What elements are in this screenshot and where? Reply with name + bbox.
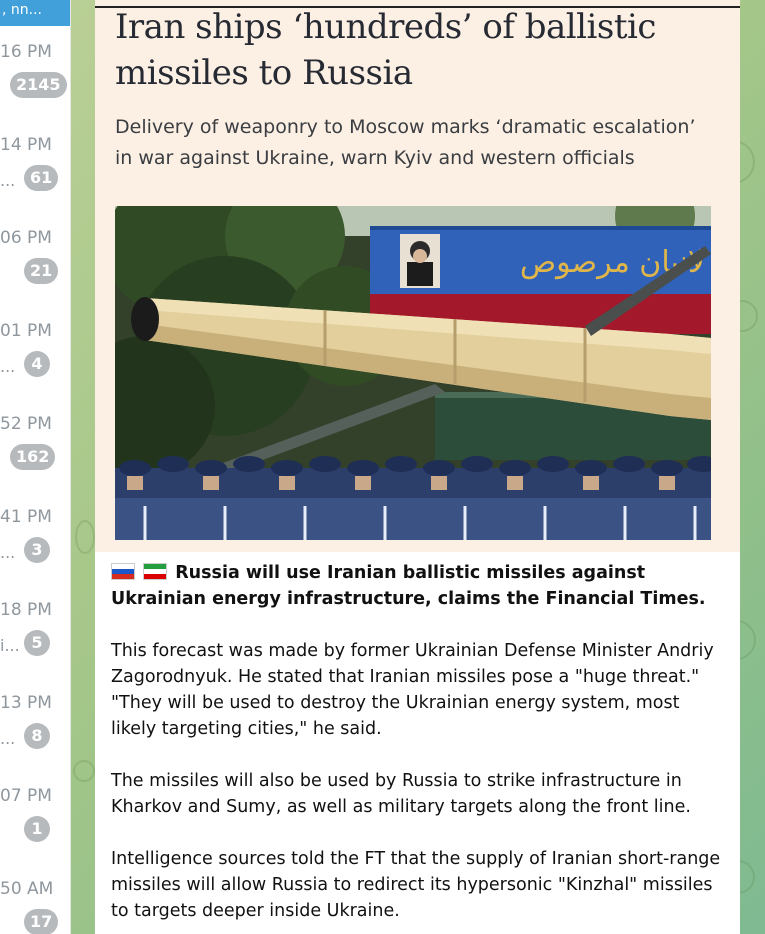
active-chat-preview: , nn... — [2, 2, 42, 18]
unread-count-badge: 3 — [24, 537, 50, 563]
chat-list-panel — [0, 0, 71, 934]
unread-count-badge: 21 — [24, 258, 58, 284]
unread-count-badge: 5 — [24, 630, 50, 656]
chat-time: 16 PM — [0, 42, 52, 62]
unread-count-badge: 61 — [24, 165, 58, 191]
chat-preview: ... — [0, 543, 16, 562]
unread-count-badge: 17 — [24, 909, 58, 934]
message-paragraph: Intelligence sources told the FT that the supply of Iranian short-range missiles will allow Russia to redirect its hypersonic "Kinzhal" missiles to targets deeper inside Ukraine. — [111, 849, 721, 921]
russia-flag-icon — [111, 563, 135, 580]
message-paragraph: This forecast was made by former Ukrainian Defense Minister Andriy Zagorodnyuk. He stated that Iranian missiles pose a "huge threat." "They will be used to destroy the Ukrainian energy system, most likely targeting cities," he said. — [111, 641, 714, 739]
chat-time: 41 PM — [0, 507, 52, 527]
message-lead-text: Russia will use Iranian ballistic missiles against Ukrainian energy infrastructure, claims the Financial Times. — [111, 563, 706, 609]
chat-time: 52 PM — [0, 414, 52, 434]
chat-time: 18 PM — [0, 600, 52, 620]
message-paragraph: The missiles will also be used by Russia to strike infrastructure in Kharkov and Sumy, as well as military targets along the front line. — [111, 771, 691, 817]
unread-count-badge: 4 — [24, 351, 50, 377]
iran-flag-icon — [143, 563, 167, 580]
unread-count-badge: 8 — [24, 723, 50, 749]
chat-time: 14 PM — [0, 135, 52, 155]
article-standfirst: Delivery of weaponry to Moscow marks ‘dramatic escalation’ in war against Ukraine, warn Kyiv and western officials — [115, 116, 696, 169]
message-lead — [111, 560, 723, 612]
chat-list-item[interactable] — [0, 879, 70, 934]
chat-list-item[interactable] — [0, 600, 70, 693]
article-preview-image[interactable] — [95, 0, 740, 552]
chat-time: 13 PM — [0, 693, 52, 713]
chat-preview: ... — [0, 729, 16, 748]
chat-time: 07 PM — [0, 786, 52, 806]
chat-preview: i... — [0, 636, 20, 655]
chat-preview: ... — [0, 171, 16, 190]
chat-list-item[interactable] — [0, 414, 70, 507]
article-headline: Iran ships ‘hundreds’ of ballistic missiles to Russia — [115, 7, 656, 93]
chat-time: 50 AM — [0, 879, 54, 899]
chat-list-item[interactable] — [0, 321, 70, 414]
chat-list-item[interactable] — [0, 135, 70, 228]
chat-list-item[interactable] — [0, 507, 70, 600]
chat-list-item[interactable] — [0, 42, 70, 135]
banner-text: ﻻﻧﻴﺎﻥ ﻣﺮﺻﻮﺹ — [519, 245, 705, 280]
unread-count-badge: 162 — [10, 444, 55, 470]
unread-count-badge: 1 — [24, 816, 50, 842]
chat-list-item[interactable] — [0, 786, 70, 879]
unread-count-badge: 2145 — [10, 72, 67, 98]
chat-preview: ... — [0, 357, 16, 376]
chat-list-item[interactable] — [0, 228, 70, 321]
chat-list-item[interactable] — [0, 693, 70, 786]
chat-time: 01 PM — [0, 321, 52, 341]
missile-parade-photo — [115, 206, 711, 540]
message-text — [111, 560, 723, 934]
chat-time: 06 PM — [0, 228, 52, 248]
message-bubble — [95, 0, 740, 934]
active-chat-item[interactable] — [0, 0, 70, 26]
